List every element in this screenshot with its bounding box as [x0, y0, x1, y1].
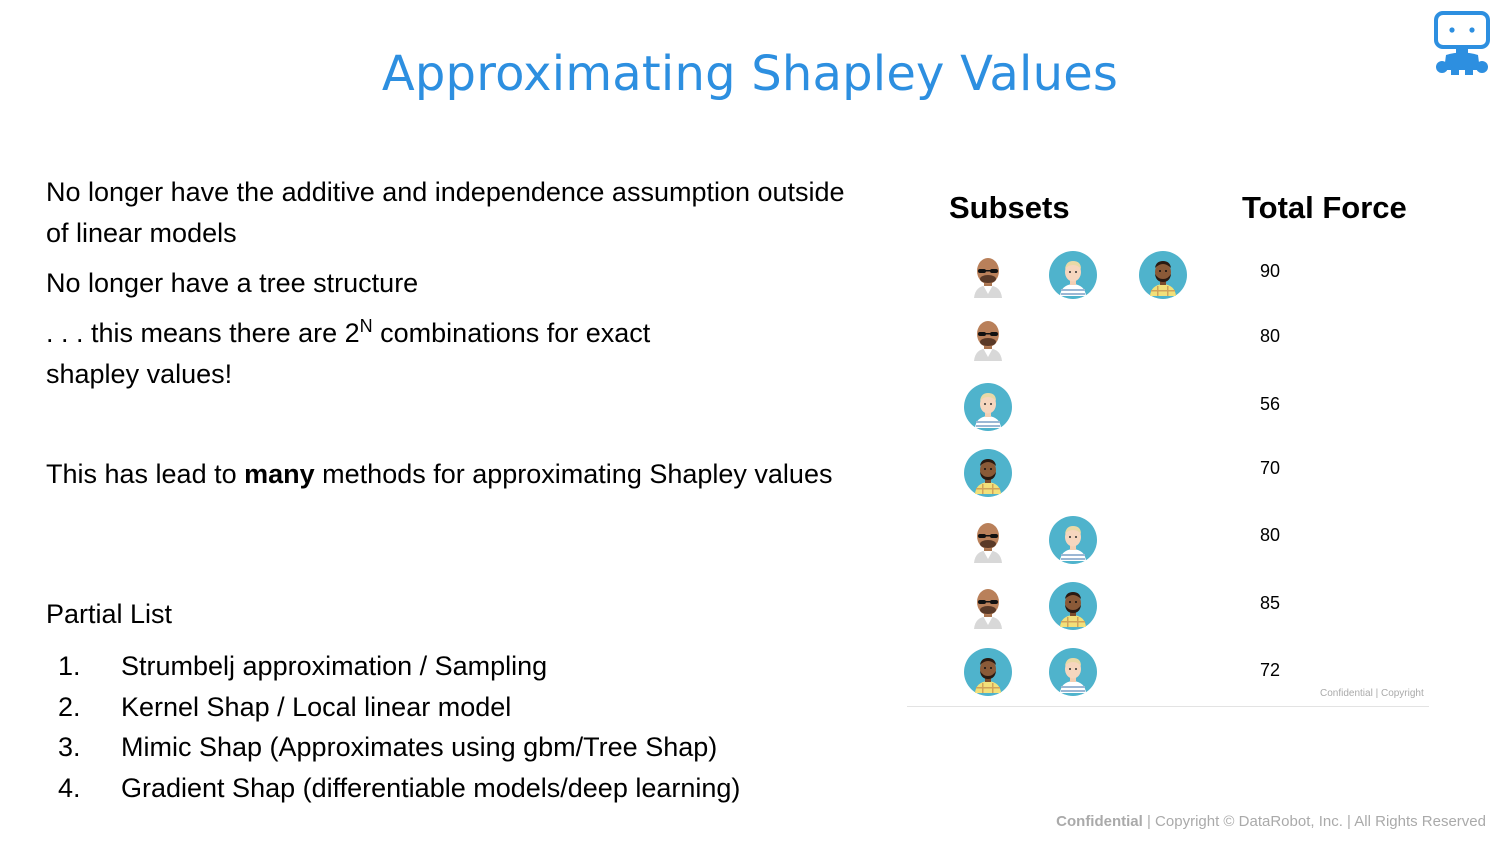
list-item-number: 3.	[58, 732, 81, 762]
total-force-value: 85	[1260, 593, 1281, 613]
combinations-text-after: combinations for exact shapley values!	[46, 318, 651, 389]
total-force-value: 80	[1260, 326, 1281, 346]
bald-man-avatar-icon	[963, 515, 1013, 565]
blond-man-avatar-icon	[963, 382, 1013, 432]
bearded-man-avatar-icon	[1138, 250, 1188, 300]
paragraph-many-methods	[46, 454, 846, 495]
subsets-header: Subsets	[949, 190, 1070, 225]
total-force-value: 56	[1260, 394, 1281, 414]
blond-man-avatar-icon	[1048, 647, 1098, 697]
list-item	[46, 646, 846, 687]
total-force-value: 80	[1260, 525, 1281, 545]
list-item-number: 2.	[58, 691, 81, 722]
bearded-man-avatar-icon	[1048, 581, 1098, 631]
slide-footer	[1056, 813, 1486, 830]
combinations-text-before: . . . this means there are 2	[46, 318, 360, 348]
datarobot-logo-icon	[1432, 10, 1492, 76]
list-item-text: Kernel Shap / Local linear model	[121, 691, 512, 722]
bald-man-avatar-icon	[963, 581, 1013, 631]
bald-man-avatar-icon	[963, 313, 1013, 363]
list-item-number: 4.	[58, 772, 81, 803]
list-item-number: 1.	[58, 651, 81, 681]
slide-title: Approximating Shapley Values	[381, 46, 1119, 102]
list-item	[46, 768, 846, 809]
footer-confidential: Confidential	[1056, 813, 1143, 830]
partial-list-heading: Partial List	[46, 599, 173, 629]
paragraph-additive: No longer have the additive and independence assumption outside of linear models	[46, 177, 845, 248]
paragraph-tree: No longer have a tree structure	[46, 268, 419, 298]
many-methods-before: This has lead to	[46, 459, 245, 489]
list-item	[46, 727, 846, 768]
many-methods-after: methods for approximating Shapley values	[314, 459, 833, 489]
bearded-man-avatar-icon	[963, 647, 1013, 697]
total-force-value: 90	[1260, 261, 1281, 281]
list-item-text: Strumbelj approximation / Sampling	[121, 651, 548, 681]
list-item-text: Mimic Shap (Approximates using gbm/Tree Shap)	[121, 732, 718, 762]
many-methods-bold: many	[244, 459, 315, 489]
embedded-footer: Confidential | Copyright	[1320, 688, 1424, 699]
blond-man-avatar-icon	[1048, 515, 1098, 565]
total-force-value: 70	[1260, 458, 1281, 478]
bearded-man-avatar-icon	[963, 448, 1013, 498]
panel-divider	[907, 706, 1429, 707]
paragraph-combinations	[46, 313, 746, 395]
combinations-exponent: N	[359, 316, 373, 336]
total-force-value: 72	[1260, 660, 1281, 680]
footer-copyright: | Copyright © DataRobot, Inc. | All Rights Reserved	[1142, 813, 1486, 830]
bald-man-avatar-icon	[963, 250, 1013, 300]
list-item	[46, 687, 846, 728]
methods-list	[46, 646, 846, 808]
list-item-text: Gradient Shap (differentiable models/deep learning)	[121, 772, 741, 803]
blond-man-avatar-icon	[1048, 250, 1098, 300]
total-force-header: Total Force	[1242, 190, 1407, 225]
